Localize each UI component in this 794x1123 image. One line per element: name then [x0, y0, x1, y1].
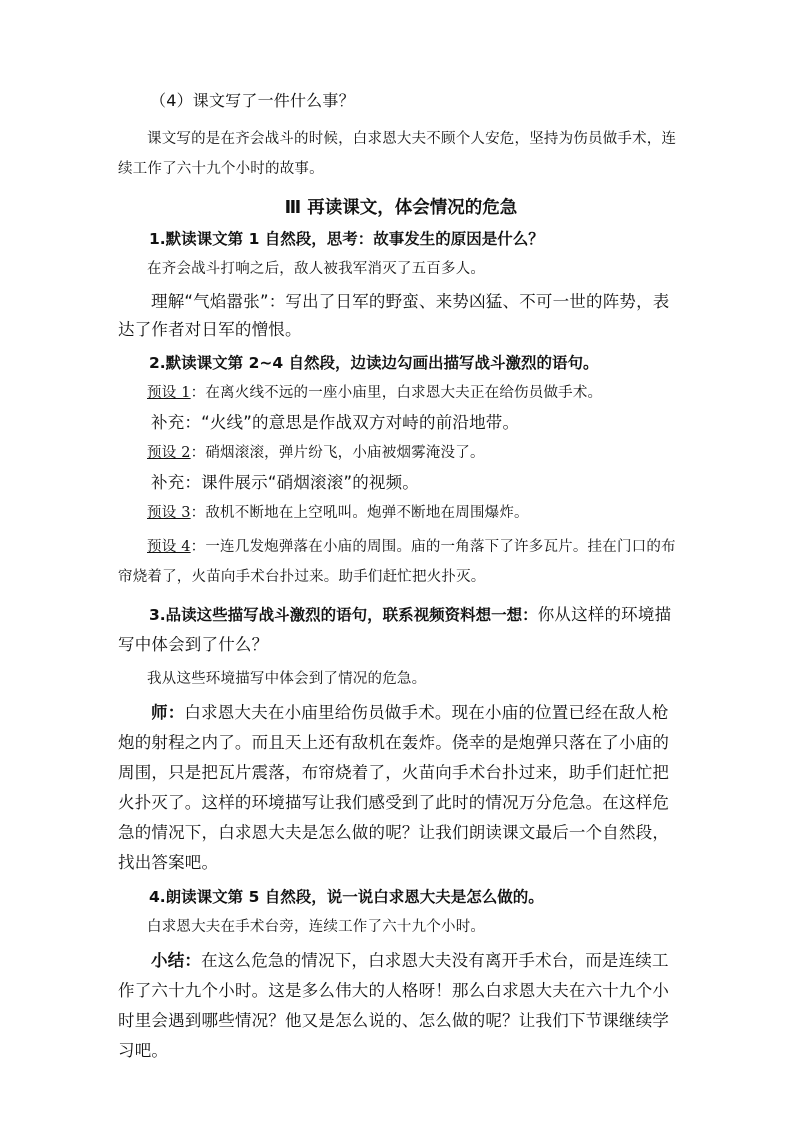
part4-question: 4.朗读课文第 5 自然段，说一说白求恩大夫是怎么做的。 — [149, 888, 544, 906]
section-title: Ⅲ 再读课文，体会情况的危急 — [284, 198, 518, 218]
part3-question — [118, 600, 684, 660]
document-page — [118, 90, 684, 1074]
teacher-label: 师： — [151, 703, 185, 722]
supplement-text: 课件展示“硝烟滚滚”的视频。 — [201, 473, 420, 492]
part2-item-2 — [118, 412, 684, 434]
part3-answer: 我从这些环境描写中体会到了情况的危急。 — [147, 671, 427, 687]
preset-label: 预设 1 — [147, 385, 191, 401]
part1-answer: 在齐会战斗打响之后，敌人被我军消灭了五百多人。 — [147, 261, 486, 277]
supplement-label: 补充： — [151, 473, 202, 492]
summary-paragraph — [118, 946, 684, 1066]
preset-label: 预设 2 — [147, 445, 191, 461]
part2-item-4 — [118, 472, 684, 494]
part2-item-6 — [118, 532, 684, 592]
preset-label: 预设 4 — [147, 539, 191, 555]
supplement-text: “火线”的意思是作战双方对峙的前沿地带。 — [201, 413, 520, 432]
teacher-text: 白求恩大夫在小庙里给伤员做手术。现在小庙的位置已经在敌人枪炮的射程之内了。而且天上还有敌机在轰炸。侥幸的是炮弹只落在了小庙的周围，只是把瓦片震落，布帘烧着了，火苗向手术台扑过来，助手们赶忙把火扑灭了。这样的环境描写让我们感受到了此时的情况万分危急。在这样危急的情况下，白求恩大夫是怎么做的呢？让我们朗读课文最后一个自然段，找出答案吧。 — [118, 703, 670, 872]
part1-understanding: 理解“气焰嚣张”：写出了日军的野蛮、来势凶猛、不可一世的阵势，表达了作者对日军的憎恨。 — [118, 292, 670, 339]
preset-text: ：硝烟滚滚，弹片纷飞，小庙被烟雾淹没了。 — [190, 445, 485, 461]
part3-question-bold: 3.品读这些描写战斗激烈的语句，联系视频资料想一想： — [149, 606, 538, 624]
part2-item-1 — [118, 382, 684, 404]
part1-question: 1.默读课文第 1 自然段，思考：故事发生的原因是什么？ — [149, 230, 544, 248]
answer-4: 课文写的是在齐会战斗的时候，白求恩大夫不顾个人安危，坚持为伤员做手术，连续工作了六十九个小时的故事。 — [118, 131, 677, 177]
summary-text: 在这么危急的情况下，白求恩大夫没有离开手术台，而是连续工作了六十九个小时。这是多么伟大的人格呀！那么白求恩大夫在六十九个小时里会遇到哪些情况？他又是怎么说的、怎么做的呢？让我们下节课继续学习吧。 — [118, 951, 670, 1060]
preset-label: 预设 3 — [147, 505, 191, 521]
question-4: （4）课文写了一件什么事？ — [150, 91, 355, 110]
part2-item-5 — [118, 502, 684, 524]
teacher-paragraph — [118, 698, 684, 878]
part3-question-rest: 你从这样的环境描写中体会到了什么？ — [118, 605, 672, 654]
supplement-label: 补充： — [151, 413, 202, 432]
part4-answer: 白求恩大夫在手术台旁，连续工作了六十九个小时。 — [147, 919, 486, 935]
part2-item-3 — [118, 442, 684, 464]
summary-label: 小结： — [151, 951, 202, 970]
part2-question: 2.默读课文第 2~4 自然段，边读边勾画出描写战斗激烈的语句。 — [149, 354, 599, 372]
preset-text: ：在离火线不远的一座小庙里，白求恩大夫正在给伤员做手术。 — [190, 385, 603, 401]
preset-text: ：敌机不断地在上空吼叫。炮弹不断地在周围爆炸。 — [190, 505, 529, 521]
preset-text: ：一连几发炮弹落在小庙的周围。庙的一角落下了许多瓦片。挂在门口的布帘烧着了，火苗向手术台扑过来。助手们赶忙把火扑灭。 — [118, 539, 676, 585]
